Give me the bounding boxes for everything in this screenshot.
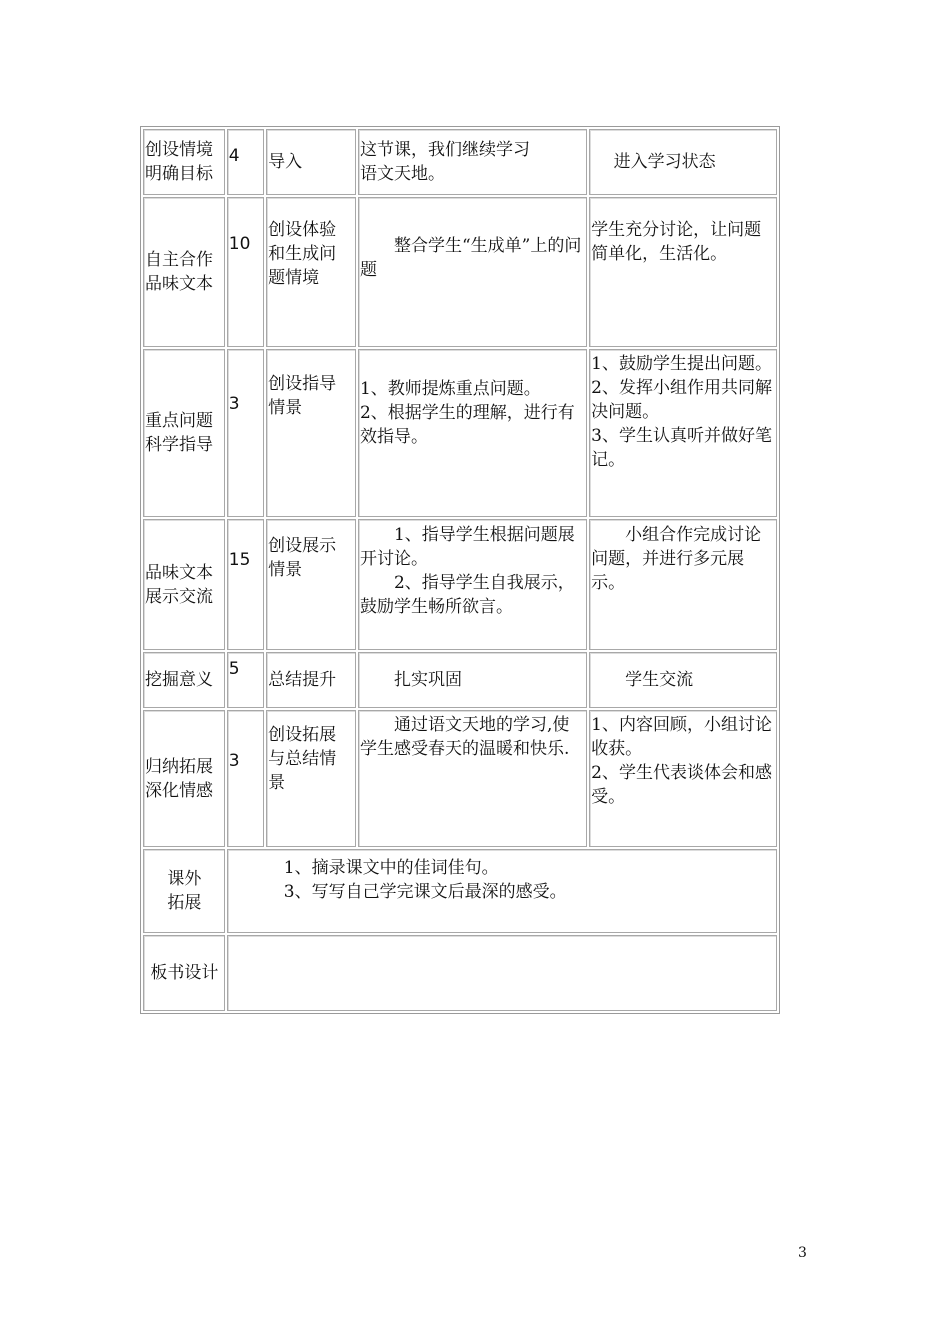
student-cell: 1、鼓励学生提出问题。 2、发挥小组作用共同解决问题。 3、学生认真听并做好笔记。 — [589, 349, 777, 517]
activity-cell: 创设指导 情景 — [266, 349, 356, 517]
student-cell: 小组合作完成讨论问题，并进行多元展示。 — [589, 519, 777, 650]
teacher-cell: 1、指导学生根据问题展开讨论。 2、指导学生自我展示，鼓励学生畅所欲言。 — [358, 519, 587, 650]
lesson-plan-table — [140, 126, 780, 1014]
student-cell: 1、内容回顾，小组讨论收获。 2、学生代表谈体会和感受。 — [589, 710, 777, 847]
table-row — [143, 652, 777, 708]
table-row — [143, 129, 777, 195]
table-row — [143, 349, 777, 517]
teacher-cell: 通过语文天地的学习,使学生感受春天的温暖和快乐. — [358, 710, 587, 847]
table-row — [143, 519, 777, 650]
stage-cell: 品味文本 展示交流 — [143, 519, 225, 650]
minutes-cell: 3 — [227, 349, 264, 517]
minutes-cell: 5 — [227, 652, 264, 708]
activity-cell: 总结提升 — [266, 652, 356, 708]
activity-cell: 创设体验 和生成问 题情境 — [266, 197, 356, 347]
minutes-cell: 10 — [227, 197, 264, 347]
minutes-cell: 4 — [227, 129, 264, 195]
student-cell: 学生充分讨论，让问题简单化，生活化。 — [589, 197, 777, 347]
activity-cell: 导入 — [266, 129, 356, 195]
extension-label: 课外 拓展 — [143, 849, 225, 933]
student-cell: 进入学习状态 — [589, 129, 777, 195]
teacher-cell: 整合学生“生成单”上的问题 — [358, 197, 587, 347]
teacher-cell: 扎实巩固 — [358, 652, 587, 708]
stage-cell: 重点问题 科学指导 — [143, 349, 225, 517]
teacher-cell: 这节课，我们继续学习 语文天地。 — [358, 129, 587, 195]
minutes-cell: 3 — [227, 710, 264, 847]
stage-cell: 自主合作 品味文本 — [143, 197, 225, 347]
board-design-label: 板书设计 — [143, 935, 225, 1011]
table-row — [143, 935, 777, 1011]
table-row — [143, 197, 777, 347]
minutes-cell: 15 — [227, 519, 264, 650]
table-row — [143, 710, 777, 847]
stage-cell: 创设情境 明确目标 — [143, 129, 225, 195]
teacher-cell: 1、教师提炼重点问题。 2、根据学生的理解，进行有效指导。 — [358, 349, 587, 517]
page-number: 3 — [798, 1245, 807, 1261]
stage-cell: 归纳拓展 深化情感 — [143, 710, 225, 847]
activity-cell: 创设拓展 与总结情 景 — [266, 710, 356, 847]
extension-content: 1、摘录课文中的佳词佳句。 3、写写自己学完课文后最深的感受。 — [227, 849, 777, 933]
activity-cell: 创设展示 情景 — [266, 519, 356, 650]
student-cell: 学生交流 — [589, 652, 777, 708]
board-design-content — [227, 935, 777, 1011]
stage-cell: 挖掘意义 — [143, 652, 225, 708]
table-row — [143, 849, 777, 933]
